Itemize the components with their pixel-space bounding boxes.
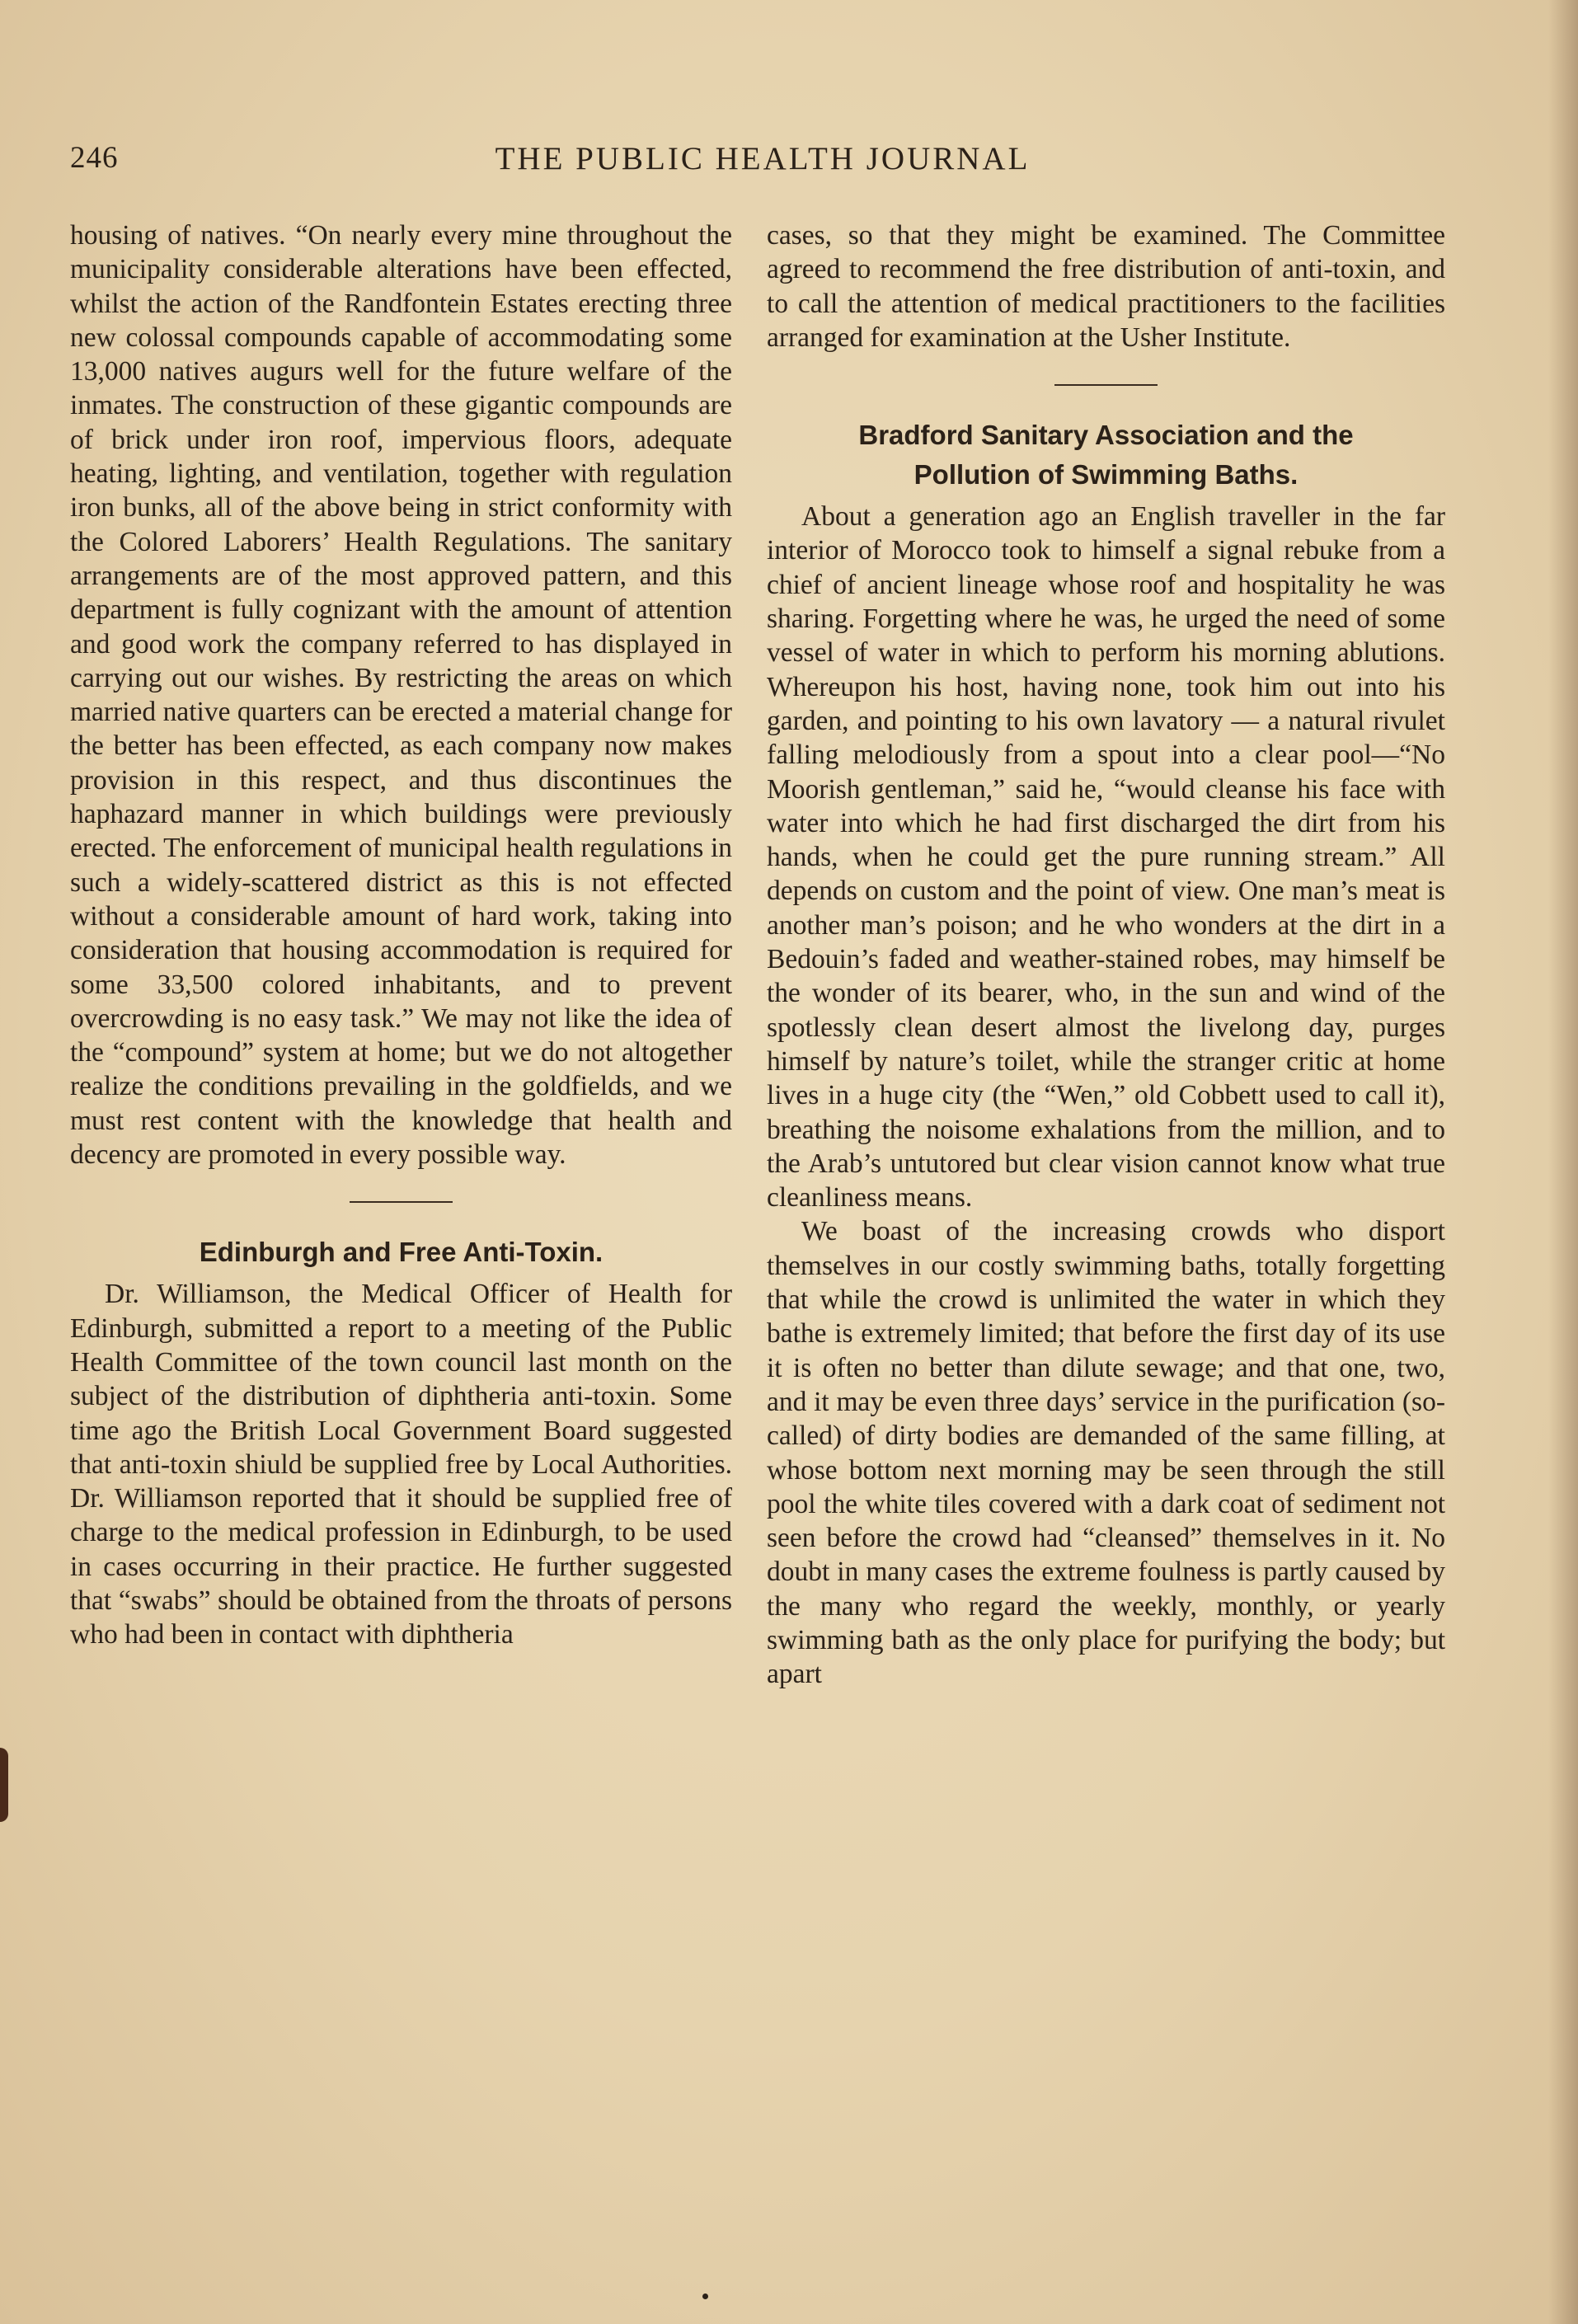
article-paragraph: We boast of the increasing crowds who disport themselves in our costly swimming baths, totally forgetting that while the crowd is unlimited the water in which they bathe is extremely limited; that before the first day of its use it is often no better than dilute sewage; and that one, two, and it may be even three days’ service in the purification (so-called) of dirty bodies are demanded of the same filling, at whose bottom next morning may be seen through the still pool the white tiles covered with a dark coat of sediment not seen before the crowd had “cleansed” themselves in it. No doubt in many cases the extreme foulness is partly caused by the many who regard the weekly, monthly, or yearly swimming bath as the only place for purifying the body; but apart	[767, 1216, 1445, 1690]
section-divider	[350, 1201, 453, 1203]
article-paragraph: housing of natives. “On nearly every mine throughout the municipality considerable alterations have been effected, whilst the action of the Randfontein Estates erecting three new colossal compounds capable of accommodating some 13,000 natives augurs well for the future welfare of the inmates. The construction of these gigantic compounds are of brick under iron roof, impervious floors, adequate heating, lighting, and ventilation, together with regulation iron bunks, all of the above being in strict conformity with the Colored Laborers’ Health Regulations. The sanitary arrangements are of the most approved pattern, and this department is fully cognizant with the amount of attention and good work the company referred to has displayed in carrying out our wishes. By restricting the areas on which married native quarters can be erected a material change for the better has been effected, as each company now makes provision in this respect, and thus discontinues the haphazard manner in which buildings were previously erected. The enforcement of municipal health regulations in such a widely-scattered district as this is not effected without a considerable amount of hard work, taking into consideration that housing accommodation is required for some 33,500 colored inhabitants, and to prevent overcrowding is no easy task.” We may not like the idea of the “compound” system at home; but we do not altogether realize the conditions prevailing in the goldfields, and we must rest content with the knowledge that health and decency are promoted in every possible way.	[70, 220, 732, 1171]
binding-mark	[0, 1748, 8, 1822]
heading-line: Bradford Sanitary Association and the	[858, 420, 1354, 451]
article-paragraph: About a generation ago an English traveller in the far interior of Morocco took to himself a signal rebuke from a chief of ancient lineage whose roof and hospitality he was sharing. Forgetting where he was, he urged the need of some vessel of water in which to perform his morning ablutions. Whereupon his host, having none, took him out into his garden, and pointing to his own lavatory — a natural rivulet falling melodiously from a spout into a clear pool—“No Moorish gentleman,” said he, “would cleanse his face with water into which he had first discharged the dirt from his hands, when he could get the pure running stream.” All depends on custom and the point of view. One man’s meat is another man’s poison; and he who wonders at the dirt in a Bedouin’s faded and weather-stained robes, may himself be the wonder of its bearer, who, in the sun and wind of the spotlessly clean desert almost the livelong day, purges himself by nature’s toilet, while the stranger critic at home lives in a huge city (the “Wen,” old Cobbett used to call it), breathing the noisome exhalations from the million, and to the Arab’s untutored but clear vision cannot know what true cleanliness means.	[767, 501, 1445, 1214]
footer-dot	[702, 2293, 708, 2299]
section-heading: Edinburgh and Free Anti-Toxin.	[199, 1237, 603, 1268]
page-edge-shadow	[1548, 0, 1578, 2324]
left-column	[70, 218, 732, 1652]
heading-line: Pollution of Swimming Baths.	[913, 459, 1299, 491]
article-paragraph: cases, so that they might be examined. The Committee agreed to recommend the free distribution of anti-toxin, and to call the attention of medical practitioners to the facilities arranged for examination at the Usher Institute.	[767, 220, 1445, 353]
article-paragraph: Dr. Williamson, the Medical Officer of Health for Edinburgh, submitted a report to a meeting of the Public Health Committee of the town council last month on the subject of the distribution of diphtheria anti-toxin. Some time ago the British Local Government Board suggested that anti-toxin shiuld be supplied free by Local Authorities. Dr. Williamson reported that it should be supplied free of charge to the medical profession in Edinburgh, to be used in cases occurring in their practice. He further suggested that “swabs” should be obtained from the throats of persons who had been in contact with diphtheria	[70, 1279, 732, 1650]
section-divider	[1054, 384, 1158, 386]
journal-title: THE PUBLIC HEALTH JOURNAL	[495, 141, 1031, 176]
page-number: 246	[70, 141, 119, 175]
page-header	[70, 140, 1455, 190]
section-heading	[767, 416, 1445, 495]
right-column	[767, 218, 1445, 1692]
